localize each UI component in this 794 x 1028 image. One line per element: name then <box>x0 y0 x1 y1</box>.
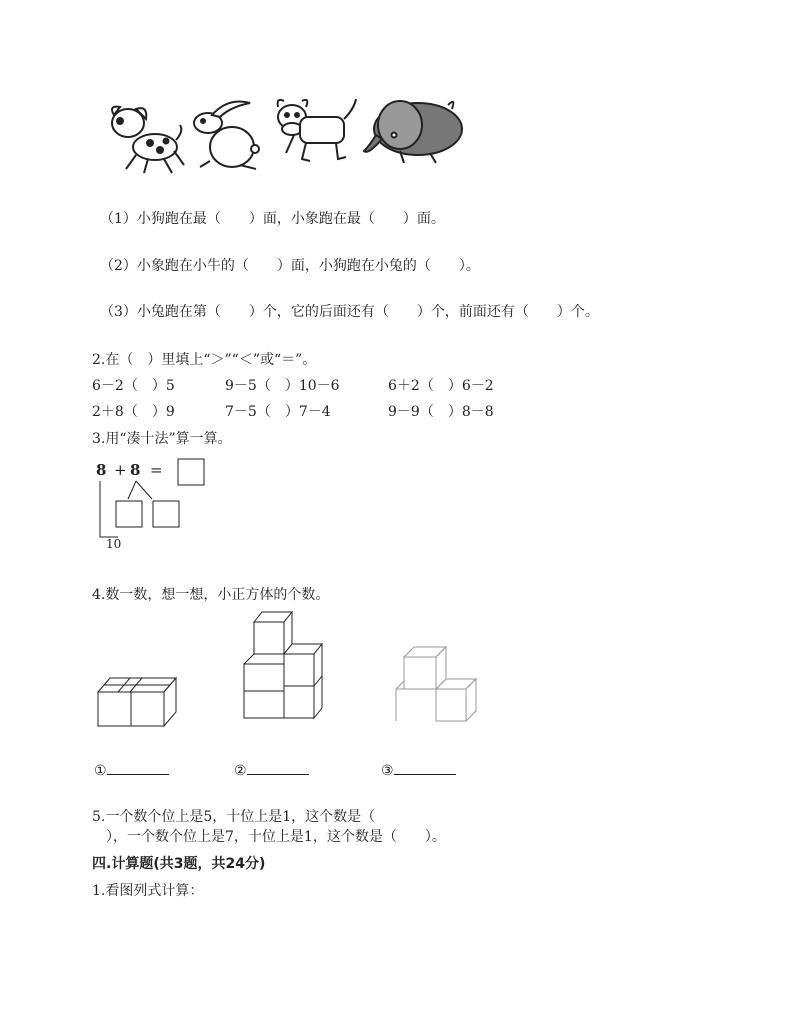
answer-line-3 <box>381 762 456 780</box>
q1-sub3: （3）小兔跑在第（ ）个，它的后面还有（ ）个，前面还有（ ）个。 <box>100 304 599 320</box>
ten-label: 10 <box>106 537 122 551</box>
answer-blank-2[interactable] <box>247 762 309 775</box>
section-4-q1: 1.看图列式计算： <box>92 883 204 899</box>
q5-line1: 5.一个数个位上是5，十位上是1，这个数是（ <box>92 809 376 825</box>
eq-equals: = <box>150 461 163 479</box>
animals-illustration <box>100 95 470 175</box>
make-ten-diagram <box>90 455 220 555</box>
q2-row1-a: 6－2（ ）5 <box>92 378 175 394</box>
answer-label-3: ③ <box>381 763 394 779</box>
q2-row2-a: 2＋8（ ）9 <box>92 404 175 420</box>
eq-right-number: 8 <box>130 461 141 479</box>
q3-title: 3.用“凑十法”算一算。 <box>92 431 232 447</box>
dog-icon <box>112 107 184 173</box>
q2-title: 2.在（ ）里填上“＞”“＜”或“＝”。 <box>92 352 317 368</box>
section-4-heading: 四.计算题(共3题，共24分) <box>92 856 266 872</box>
answer-blank-1[interactable] <box>107 762 169 775</box>
q1-sub1: （1）小狗跑在最（ ）面，小象跑在最（ ）面。 <box>100 211 445 227</box>
q2-row2-b: 7－5（ ）7－4 <box>225 404 331 420</box>
cube-figure-3 <box>394 645 480 723</box>
q2-row1-b: 9－5（ ）10－6 <box>225 378 340 394</box>
q2-row2-c: 9－9（ ）8－8 <box>388 404 494 420</box>
eq-left-number: 8 <box>96 461 107 479</box>
eq-plus: + <box>114 461 127 479</box>
answer-blank-3[interactable] <box>394 762 456 775</box>
q1-sub2: （2）小象跑在小牛的（ ）面，小狗跑在小兔的（ ）。 <box>100 258 480 274</box>
rabbit-icon <box>194 102 259 170</box>
q4-title: 4.数一数，想一想，小正方体的个数。 <box>92 587 330 603</box>
cube-figure-2 <box>240 610 330 725</box>
answer-label-1: ① <box>94 763 107 779</box>
cube-figure-1 <box>96 672 180 728</box>
answer-line-2 <box>234 762 309 780</box>
q2-row1-c: 6＋2（ ）6－2 <box>388 378 494 394</box>
cow-icon <box>278 99 356 161</box>
q5-line2: ），一个数个位上是7，十位上是1，这个数是（ ）。 <box>92 829 446 845</box>
answer-label-2: ② <box>234 763 247 779</box>
elephant-icon <box>364 101 462 163</box>
answer-line-1 <box>94 762 169 780</box>
